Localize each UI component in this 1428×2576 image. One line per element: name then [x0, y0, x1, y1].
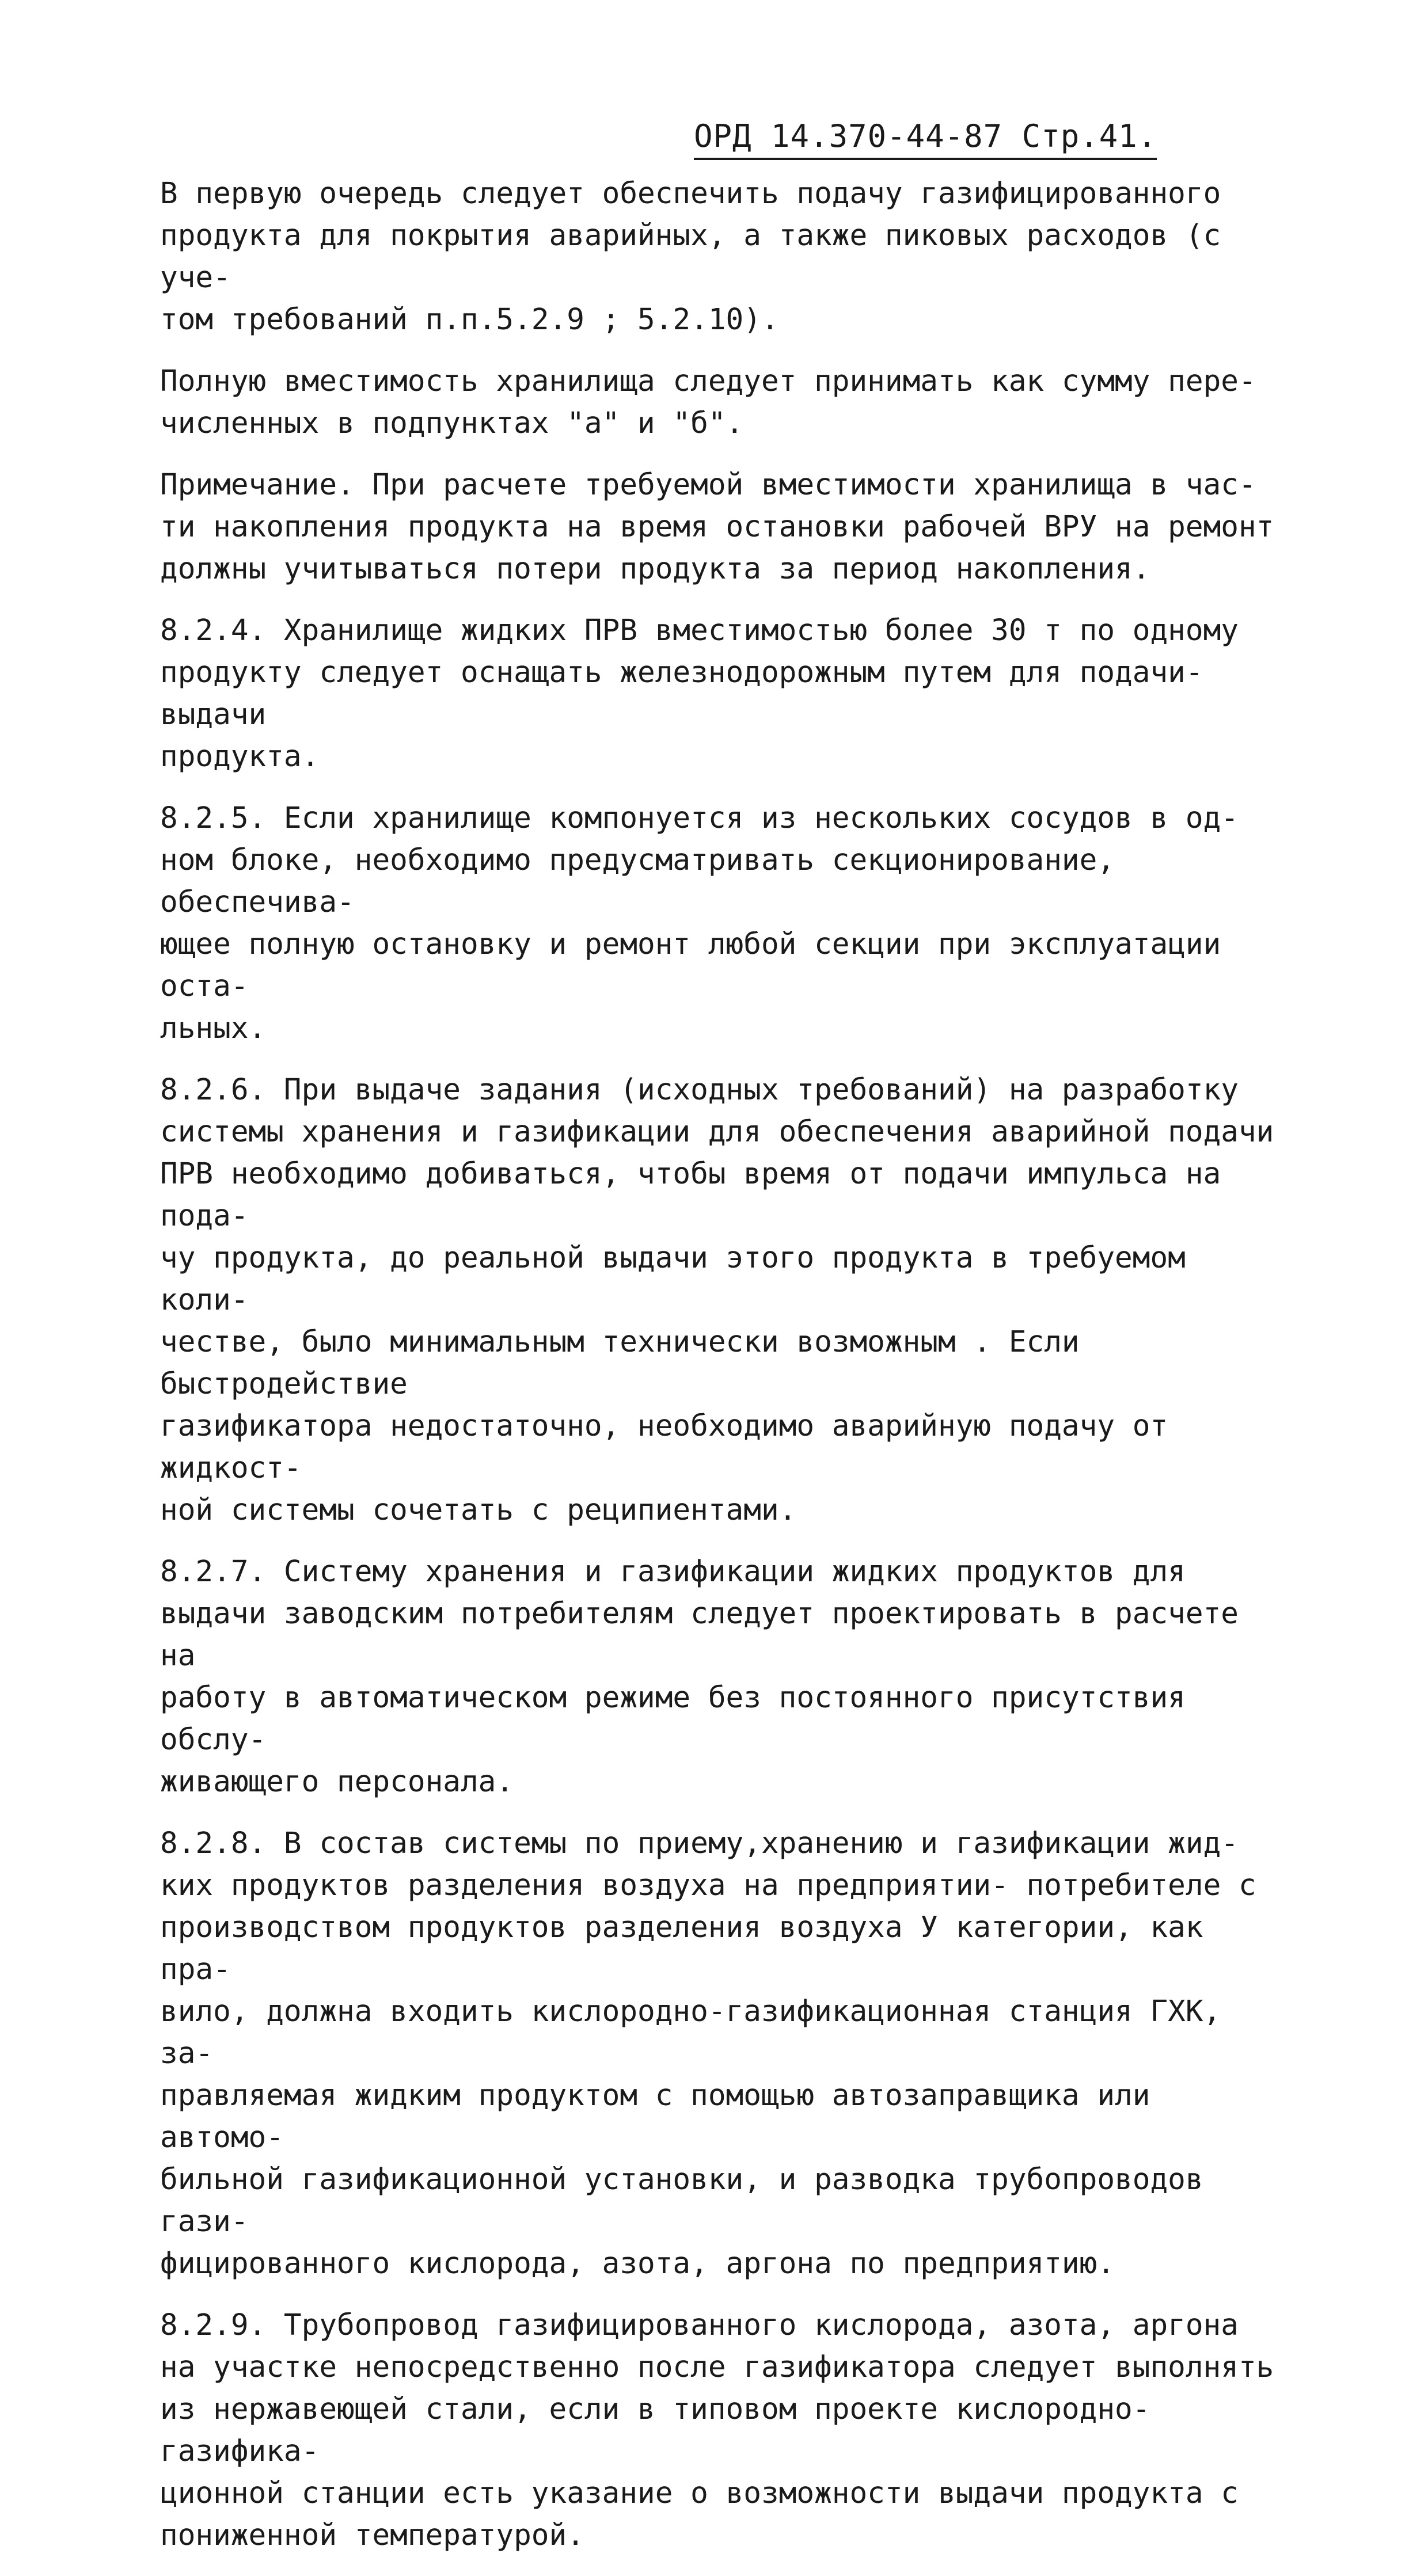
page-header: ОРД 14.370-44-87 Стр.41. — [694, 118, 1157, 160]
document-body — [160, 173, 1289, 2576]
paragraph-storage-capacity: Полную вместимость хранилища следует принимать как сумму пере- численных в подпунктах "а" и "б". — [160, 364, 1256, 440]
paragraph-note: Примечание. При расчете требуемой вместимости хранилища в час- ти накопления продукта на время остановки рабочей ВРУ на ремонт должны учитываться потери продукта за период накопления. — [160, 468, 1274, 586]
paragraph-8-2-5: 8.2.5. Если хранилище компонуется из нескольких сосудов в од- ном блоке, необходимо предусматривать секционирование, обеспечива- ющее полную остановку и ремонт любой секции при эксплуатации оста- льных. — [160, 801, 1239, 1045]
paragraph-8-2-6: 8.2.6. При выдаче задания (исходных требований) на разработку системы хранения и газификации для обеспечения аварийной подачи ПРВ необходимо добиваться, чтобы время от подачи импульса на пода- чу продукта, до реальной выдачи этого продукта в требуемом коли- честве, было минимальным технически возможным . Если быстродействие газификатора недостаточно, необходимо аварийную подачу от жидкост- ной системы сочетать с реципиентами. — [160, 1073, 1274, 1527]
paragraph-priority-supply: В первую очередь следует обеспечить подачу газифицированного продукта для покрытия аварийных, а также пиковых расходов (с уче- том требований п.п.5.2.9 ; 5.2.10). — [160, 177, 1221, 337]
paragraph-8-2-4: 8.2.4. Хранилище жидких ПРВ вместимостью более 30 т по одному продукту следует оснащать железнодорожным путем для подачи-выдачи продукта. — [160, 614, 1239, 774]
paragraph-8-2-8: 8.2.8. В состав системы по приему,хранению и газификации жид- ких продуктов разделения воздуха на предприятии- потребителе с производством продуктов разделения воздуха У категории, как пра- вило, должна входить кислородно-газификационная станция ГХК, за- правляемая жидким продуктом с помощью автозаправщика или автомо- бильной газификационной установки, и разводка трубопроводов гази- фицированного кислорода, азота, аргона по предприятию. — [160, 1827, 1256, 2281]
paragraph-8-2-9: 8.2.9. Трубопровод газифицированного кислорода, азота, аргона на участке непосредственно после газификатора следует выполнять из нержавеющей стали, если в типовом проекте кислородно-газифика- ционной станции есть указание о возможности выдачи продукта с пониженной температурой. — [160, 2308, 1274, 2552]
paragraph-8-2-7: 8.2.7. Систему хранения и газификации жидких продуктов для выдачи заводским потребителям следует проектировать в расчете на работу в автоматическом режиме без постоянного присутствия обслу- живающего персонала. — [160, 1555, 1239, 1799]
